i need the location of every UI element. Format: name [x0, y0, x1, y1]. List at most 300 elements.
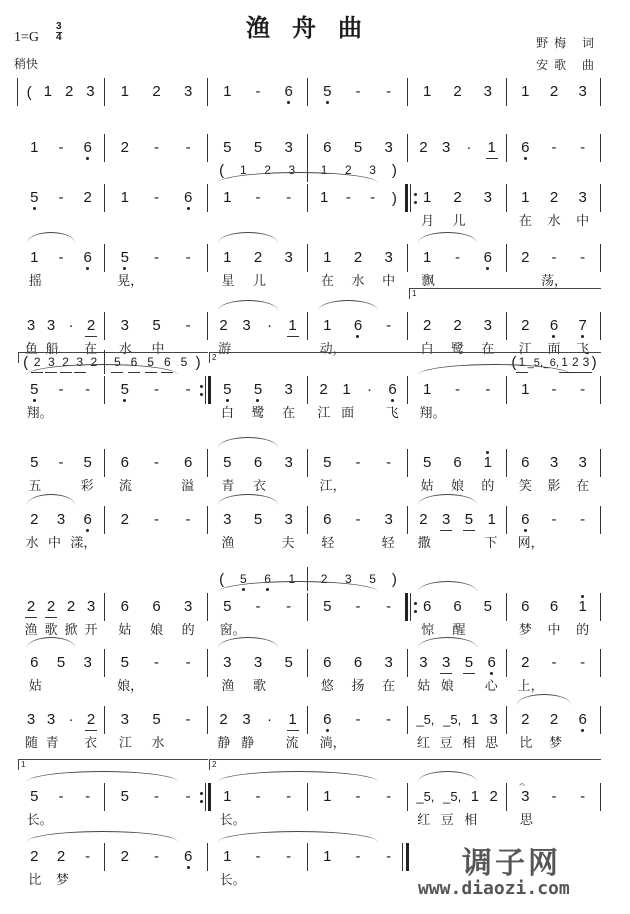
note-value: 5	[240, 572, 247, 586]
lyric-syllable: 中	[576, 214, 590, 229]
measure	[21, 651, 101, 675]
note	[83, 788, 93, 806]
close-paren: )	[391, 161, 397, 179]
note	[422, 381, 432, 399]
underline-beam	[287, 730, 299, 731]
lyric-syllable	[56, 475, 66, 493]
volta-bracket: 1	[18, 759, 208, 770]
note-value: -	[185, 654, 191, 671]
note	[56, 848, 66, 866]
barline-thin	[307, 376, 308, 404]
note-value: -	[185, 511, 191, 528]
lyric-syllable: 衣	[253, 479, 267, 494]
note	[222, 848, 232, 866]
lyric-syllable: 中	[151, 342, 165, 357]
note	[422, 598, 432, 616]
lyric-syllable: 比	[28, 873, 42, 888]
measure	[21, 80, 101, 104]
note	[253, 511, 263, 529]
note	[253, 598, 263, 616]
low-octave-dot	[187, 866, 190, 869]
note-value: -	[580, 139, 586, 156]
note-value: 6	[521, 454, 530, 471]
lyric-syllable: 的	[481, 479, 495, 494]
note	[85, 83, 95, 101]
note	[422, 83, 432, 101]
barline-thin	[600, 649, 601, 677]
slur-arc	[218, 232, 278, 243]
note-value: -	[85, 788, 91, 805]
note-value: 1	[561, 355, 568, 369]
note-value: ·	[267, 317, 272, 334]
lyric-syllable	[285, 270, 295, 288]
note-value: 2	[253, 249, 263, 266]
note	[265, 711, 275, 729]
lyric-row	[212, 475, 304, 493]
note-value: 1	[288, 317, 297, 334]
note-value: -	[551, 381, 557, 398]
lyric-syllable: 影	[547, 479, 561, 494]
note	[66, 598, 76, 616]
open-paren: (	[219, 570, 225, 588]
note	[578, 249, 588, 267]
barline-thin	[600, 506, 601, 534]
note-value: -	[551, 654, 557, 671]
note-value: 2	[66, 598, 76, 615]
note	[183, 711, 193, 729]
lyric-syllable	[484, 210, 494, 228]
measure	[511, 246, 597, 270]
note-value: 6	[323, 711, 332, 728]
note-value: -	[580, 381, 586, 398]
note-value: 2	[264, 163, 271, 177]
note-value: 6	[521, 511, 530, 528]
lyric-syllable	[361, 732, 371, 750]
lyric-syllable: 面	[547, 342, 561, 357]
note	[288, 711, 298, 729]
note-value: 6	[130, 355, 138, 369]
measure	[212, 378, 304, 402]
note-value: 6	[353, 654, 363, 671]
measure	[212, 136, 304, 160]
note	[253, 381, 263, 399]
note	[66, 317, 76, 335]
lyric-syllable: 姑	[420, 479, 434, 494]
note	[151, 788, 161, 806]
note-value: 2	[120, 511, 129, 528]
low-octave-dot	[33, 207, 36, 210]
barline-thin	[104, 783, 105, 811]
note-value: 6	[388, 381, 397, 398]
note-value: 3	[578, 189, 587, 206]
measure	[21, 708, 101, 732]
note	[384, 654, 394, 672]
note	[578, 454, 588, 472]
note-value: 5	[253, 381, 263, 398]
note-value: -	[153, 249, 159, 266]
note-value: -	[185, 317, 191, 334]
measure	[312, 136, 404, 160]
barline-thin	[410, 593, 411, 621]
barline-thin	[104, 506, 105, 534]
note-value: 1	[323, 788, 332, 805]
note	[151, 598, 161, 616]
lyric-syllable	[464, 675, 474, 693]
lyric-syllable: 姑	[118, 623, 132, 638]
barline-thin	[407, 244, 408, 272]
note	[483, 381, 493, 399]
measure	[212, 508, 304, 532]
note-value: 2	[521, 317, 530, 334]
lyric-syllable: 白	[220, 406, 234, 421]
note-value: -	[286, 848, 292, 865]
note-value: 3	[441, 139, 451, 156]
measure	[312, 785, 404, 809]
barline-thin	[207, 506, 208, 534]
note	[26, 317, 36, 335]
measure	[212, 80, 304, 104]
note-value: 1	[323, 317, 332, 334]
slur-arc	[318, 300, 378, 311]
measure	[412, 378, 503, 402]
measure	[109, 80, 204, 104]
note	[353, 598, 363, 616]
barline-thin	[307, 312, 308, 340]
open-paren: (	[511, 353, 517, 371]
lyric-syllable: 流	[118, 479, 132, 494]
barline-thick	[405, 593, 408, 621]
slur-arc	[418, 771, 477, 782]
lyric-syllable	[58, 675, 68, 693]
lyric-syllable: 溢	[181, 479, 195, 494]
lyric-syllable	[386, 732, 396, 750]
note	[29, 189, 39, 207]
lyric-syllable	[557, 532, 567, 550]
note-value: 3	[521, 788, 530, 805]
measure	[312, 845, 404, 869]
note-value: 3	[242, 711, 251, 728]
lyric-syllable	[285, 675, 295, 693]
note-value: 6	[323, 654, 332, 671]
note-value: 5	[152, 317, 161, 334]
note-value: -	[580, 788, 586, 805]
lyric-syllable: 江	[317, 406, 331, 421]
measure	[109, 246, 204, 270]
note	[86, 598, 96, 616]
lyric-syllable	[463, 532, 473, 550]
lyric-row	[511, 475, 597, 493]
note	[83, 848, 93, 866]
note	[183, 454, 193, 472]
note-value: 3	[223, 654, 232, 671]
measure	[412, 246, 503, 270]
note	[441, 139, 451, 157]
note	[452, 189, 462, 207]
note	[384, 249, 394, 267]
lyric-row	[109, 732, 204, 750]
note-value: -	[255, 848, 261, 865]
note	[549, 511, 559, 529]
measure	[511, 314, 597, 338]
note-value: 5	[323, 83, 332, 100]
note-value: 2	[521, 711, 530, 728]
barline-thin	[307, 706, 308, 734]
lyric-syllable: 娘	[440, 679, 454, 694]
note-value: -	[153, 454, 159, 471]
note-value: -	[58, 139, 64, 156]
lyric-row	[511, 270, 597, 288]
note	[520, 249, 530, 267]
lyric-row	[212, 869, 304, 887]
barline-thin	[402, 843, 403, 871]
note-value: -	[286, 189, 292, 206]
note	[66, 711, 76, 729]
note	[353, 788, 363, 806]
note	[549, 249, 559, 267]
note-value: 3	[483, 83, 492, 100]
measure	[212, 186, 304, 210]
note	[151, 848, 161, 866]
barline-thin	[207, 843, 208, 871]
lyric-row	[412, 270, 503, 288]
note	[452, 454, 462, 472]
note-value: 3	[46, 711, 56, 728]
note	[219, 711, 229, 729]
note-value: 5	[152, 711, 161, 728]
note-value: 2	[120, 848, 129, 865]
lyric-row	[21, 732, 101, 750]
lyric-syllable	[58, 270, 68, 288]
lyric-syllable: 流	[285, 736, 299, 751]
note	[120, 711, 130, 729]
note	[151, 139, 161, 157]
underline-beam	[463, 673, 475, 674]
volta-bracket: 2	[209, 352, 601, 363]
barline-thin	[506, 449, 507, 477]
measure	[109, 136, 204, 160]
low-octave-dot	[187, 207, 190, 210]
note-value: -	[454, 249, 460, 266]
volta-bracket: 2	[209, 759, 601, 770]
note-value: _5,	[527, 357, 543, 369]
lyric-syllable: 动，	[319, 342, 346, 357]
note	[452, 598, 462, 616]
note-value: 6	[183, 189, 193, 206]
note	[322, 598, 332, 616]
note	[64, 83, 74, 101]
note	[549, 788, 559, 806]
measure	[21, 314, 101, 338]
lyric-syllable: 在	[576, 479, 590, 494]
note	[578, 511, 588, 529]
note-value: 1	[223, 249, 232, 266]
note-value: -	[58, 454, 64, 471]
note-value: 3	[489, 711, 498, 728]
note	[183, 139, 193, 157]
barline-thin	[207, 593, 208, 621]
note	[29, 381, 39, 399]
note	[56, 788, 66, 806]
lyric-syllable	[261, 619, 271, 637]
note-value: 5	[30, 454, 39, 471]
note-value: 6	[487, 654, 496, 671]
note	[253, 249, 263, 267]
note-value: 1	[323, 249, 332, 266]
lyric-syllable	[580, 675, 590, 693]
lyric-syllable: 水	[25, 536, 39, 551]
note-value: 6	[183, 848, 193, 865]
note	[83, 511, 93, 529]
barline-thin	[410, 184, 411, 212]
note	[483, 249, 493, 267]
lyric-syllable: 水	[151, 736, 165, 751]
lyricist-credit: 野梅 词	[536, 36, 600, 50]
lyric-syllable: 淌，	[319, 736, 346, 751]
note	[151, 454, 161, 472]
barline-thin	[407, 506, 408, 534]
note	[222, 788, 232, 806]
note	[253, 848, 263, 866]
note	[384, 454, 394, 472]
low-octave-dot	[86, 157, 89, 160]
lyric-syllable	[152, 475, 162, 493]
measure	[511, 378, 597, 402]
lyric-syllable: 月	[421, 214, 435, 229]
lyric-syllable: 江	[118, 736, 132, 751]
note-value: 1	[323, 848, 332, 865]
underline-beam	[25, 617, 37, 618]
note	[549, 454, 559, 472]
note	[151, 511, 161, 529]
lyric-syllable: 在	[382, 679, 396, 694]
note-value: 1	[30, 139, 39, 156]
barline-thin	[506, 134, 507, 162]
note	[353, 454, 363, 472]
slur-arc	[27, 637, 75, 648]
note	[120, 83, 130, 101]
note	[520, 189, 530, 207]
barline-thin	[506, 184, 507, 212]
measure	[412, 451, 503, 475]
lyric-row	[212, 809, 304, 827]
note-value: ·	[466, 139, 472, 156]
lyric-syllable: 青	[45, 736, 59, 751]
note	[322, 139, 332, 157]
note	[384, 598, 394, 616]
note-value: 2	[422, 317, 432, 334]
note	[384, 788, 394, 806]
lyric-row	[21, 475, 101, 493]
barline-thin	[600, 312, 601, 340]
note	[151, 711, 161, 729]
note	[353, 654, 363, 672]
lyric-syllable	[484, 619, 494, 637]
barline-thin	[104, 376, 105, 404]
note	[520, 711, 530, 729]
note-value: -	[286, 788, 292, 805]
lyric-row	[511, 809, 597, 827]
measure	[412, 785, 503, 809]
lyric-syllable: 长。	[219, 813, 246, 828]
barline-thin	[307, 184, 308, 212]
lyric-syllable: 在	[481, 342, 495, 357]
lyric-syllable	[261, 809, 271, 827]
lyric-syllable: 轻	[381, 536, 395, 551]
barline-thin	[407, 376, 408, 404]
note-value: -	[58, 249, 64, 266]
lyric-syllable: 笑	[518, 479, 532, 494]
note-value: 3	[483, 189, 492, 206]
note	[151, 654, 161, 672]
note	[183, 598, 193, 616]
barline-thin	[104, 706, 105, 734]
slur-arc	[27, 494, 75, 505]
note-value: 3	[56, 511, 66, 528]
open-paren: (	[23, 353, 29, 371]
measure	[412, 651, 503, 675]
note	[520, 598, 530, 616]
note-value: 3	[183, 598, 193, 615]
note-value: 6	[483, 249, 492, 266]
measure	[212, 845, 304, 869]
lyric-syllable: 中	[382, 274, 396, 289]
watermark-url: www.diaozi.com	[418, 878, 570, 899]
note	[549, 598, 559, 616]
barline-thin	[600, 449, 601, 477]
measure	[109, 845, 204, 869]
measure	[511, 80, 597, 104]
note-value: -	[355, 788, 361, 805]
note	[242, 711, 252, 729]
lyric-syllable: 相	[462, 736, 476, 751]
measure	[312, 314, 404, 338]
lyric-syllable: 歌	[44, 623, 58, 638]
lyric-syllable: 开	[84, 623, 98, 638]
note	[183, 83, 193, 101]
slur-arc	[218, 637, 278, 648]
note	[151, 83, 161, 101]
note-value: -	[255, 189, 261, 206]
note	[56, 381, 66, 399]
lyric-syllable	[85, 402, 95, 420]
note-value: 2	[419, 139, 428, 156]
lyric-row	[312, 475, 404, 493]
lyric-row	[212, 732, 304, 750]
note	[483, 454, 493, 472]
note	[46, 317, 56, 335]
barline-thin	[207, 244, 208, 272]
note	[29, 848, 39, 866]
note	[222, 83, 232, 101]
note-value: 6	[30, 654, 39, 671]
lyric-syllable: 窗。	[219, 623, 246, 638]
note-value: 6	[264, 572, 271, 586]
note	[151, 189, 161, 207]
lyric-syllable	[265, 732, 275, 750]
note	[549, 711, 559, 729]
measure	[212, 785, 304, 809]
note	[56, 189, 66, 207]
note	[56, 654, 66, 672]
lyric-syllable: 豆	[440, 813, 454, 828]
barline-thin	[407, 134, 408, 162]
note	[183, 511, 193, 529]
note-value: 3	[284, 139, 293, 156]
note-value: 5	[223, 381, 232, 398]
note	[353, 848, 363, 866]
lyric-syllable: 在	[518, 214, 532, 229]
lyric-syllable: 彩	[80, 479, 94, 494]
